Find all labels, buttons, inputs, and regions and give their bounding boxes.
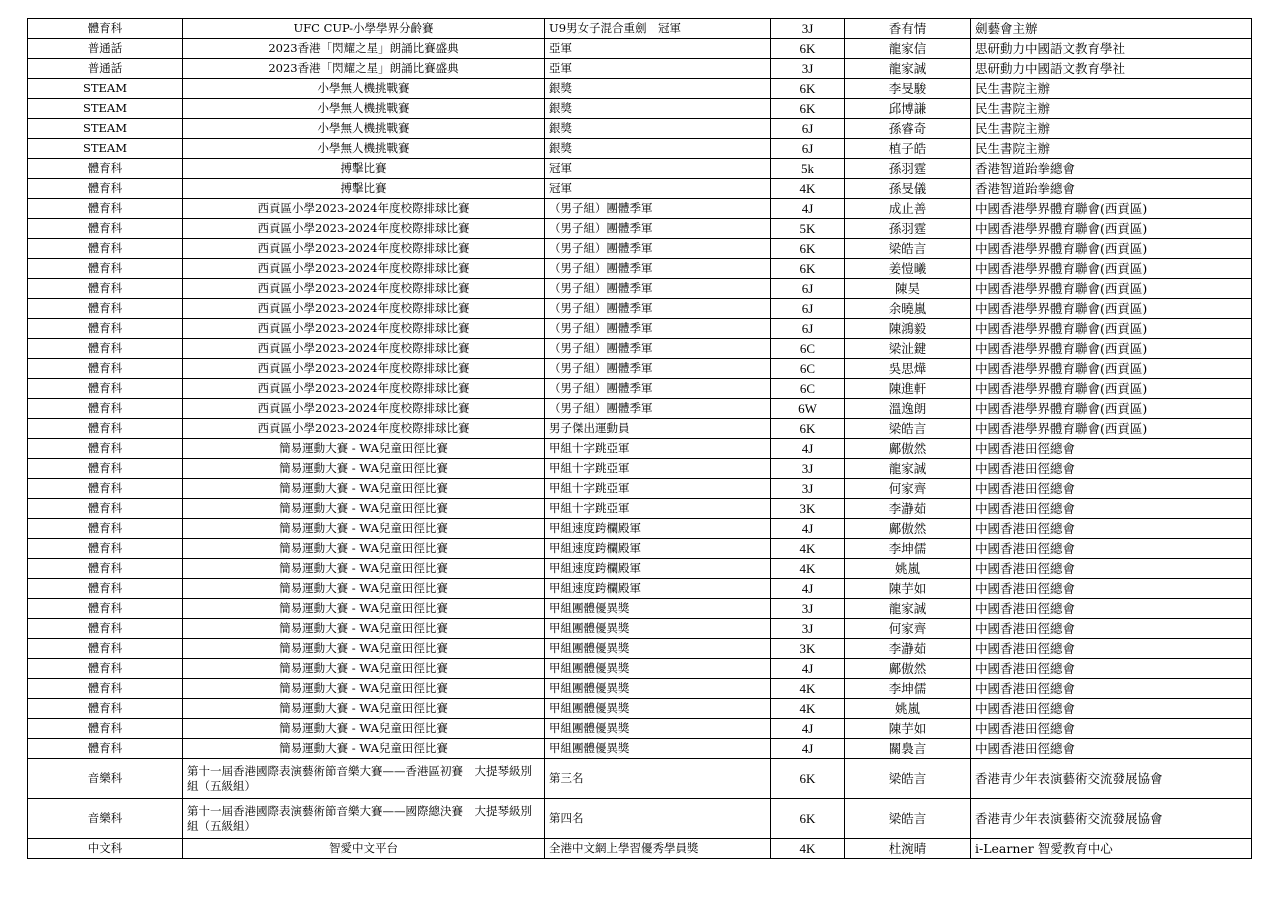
subject-cell: 體育科 <box>28 719 183 739</box>
table-row <box>28 319 1252 339</box>
organizer-cell: 中國香港田徑總會 <box>971 699 1252 719</box>
subject-cell: 體育科 <box>28 319 183 339</box>
competition-cell: 西貢區小學2023-2024年度校際排球比賽 <box>183 339 545 359</box>
class-cell: 4J <box>771 439 845 459</box>
competition-cell: 簡易運動大賽 - WA兒童田徑比賽 <box>183 659 545 679</box>
award-cell: 甲組團體優異獎 <box>545 739 771 759</box>
student-name-cell: 陳芋如 <box>845 719 971 739</box>
table-row <box>28 519 1252 539</box>
student-name-cell: 李瀞茹 <box>845 499 971 519</box>
table-row <box>28 359 1252 379</box>
subject-cell: 體育科 <box>28 739 183 759</box>
competition-cell: 簡易運動大賽 - WA兒童田徑比賽 <box>183 439 545 459</box>
subject-cell: 體育科 <box>28 579 183 599</box>
award-cell: 冠軍 <box>545 179 771 199</box>
organizer-cell: 民生書院主辦 <box>971 99 1252 119</box>
organizer-cell: 思研動力中國語文教育學社 <box>971 59 1252 79</box>
table-row <box>28 759 1252 799</box>
subject-cell: 體育科 <box>28 279 183 299</box>
class-cell: 6K <box>771 419 845 439</box>
competition-cell: 簡易運動大賽 - WA兒童田徑比賽 <box>183 599 545 619</box>
award-cell: （男子組）團體季軍 <box>545 359 771 379</box>
organizer-cell: 中國香港學界體育聯會(西貢區) <box>971 299 1252 319</box>
subject-cell: STEAM <box>28 139 183 159</box>
class-cell: 4K <box>771 679 845 699</box>
student-name-cell: 姜愷曦 <box>845 259 971 279</box>
student-name-cell: 陳鴻毅 <box>845 319 971 339</box>
organizer-cell: 中國香港田徑總會 <box>971 539 1252 559</box>
table-row <box>28 679 1252 699</box>
table-row <box>28 99 1252 119</box>
organizer-cell: 中國香港田徑總會 <box>971 519 1252 539</box>
class-cell: 6K <box>771 99 845 119</box>
organizer-cell: 中國香港田徑總會 <box>971 639 1252 659</box>
competition-cell: 簡易運動大賽 - WA兒童田徑比賽 <box>183 519 545 539</box>
award-cell: 銀獎 <box>545 119 771 139</box>
award-cell: （男子組）團體季軍 <box>545 219 771 239</box>
subject-cell: 體育科 <box>28 539 183 559</box>
award-cell: （男子組）團體季軍 <box>545 199 771 219</box>
competition-cell: 西貢區小學2023-2024年度校際排球比賽 <box>183 199 545 219</box>
competition-cell: 簡易運動大賽 - WA兒童田徑比賽 <box>183 619 545 639</box>
table-row <box>28 399 1252 419</box>
class-cell: 4J <box>771 519 845 539</box>
award-cell: （男子組）團體季軍 <box>545 339 771 359</box>
table-row <box>28 799 1252 839</box>
student-name-cell: 成止善 <box>845 199 971 219</box>
class-cell: 6J <box>771 319 845 339</box>
competition-cell: 小學無人機挑戰賽 <box>183 139 545 159</box>
table-row <box>28 479 1252 499</box>
award-cell: 甲組團體優異獎 <box>545 619 771 639</box>
award-cell: （男子組）團體季軍 <box>545 379 771 399</box>
class-cell: 4J <box>771 199 845 219</box>
competition-cell: 搏擊比賽 <box>183 159 545 179</box>
organizer-cell: 中國香港學界體育聯會(西貢區) <box>971 199 1252 219</box>
table-row <box>28 659 1252 679</box>
student-name-cell: 姚嵐 <box>845 559 971 579</box>
competition-cell: 簡易運動大賽 - WA兒童田徑比賽 <box>183 479 545 499</box>
organizer-cell: 中國香港田徑總會 <box>971 619 1252 639</box>
competition-cell: 小學無人機挑戰賽 <box>183 79 545 99</box>
student-name-cell: 李瀞茹 <box>845 639 971 659</box>
subject-cell: 體育科 <box>28 19 183 39</box>
competition-cell: 西貢區小學2023-2024年度校際排球比賽 <box>183 419 545 439</box>
organizer-cell: 中國香港學界體育聯會(西貢區) <box>971 359 1252 379</box>
class-cell: 3J <box>771 59 845 79</box>
competition-cell: 2023香港「閃耀之星」朗誦比賽盛典 <box>183 59 545 79</box>
award-cell: 甲組十字跳亞軍 <box>545 499 771 519</box>
subject-cell: 體育科 <box>28 239 183 259</box>
award-cell: U9男女子混合重劍 冠軍 <box>545 19 771 39</box>
competition-cell: 簡易運動大賽 - WA兒童田徑比賽 <box>183 739 545 759</box>
organizer-cell: 民生書院主辦 <box>971 139 1252 159</box>
class-cell: 3J <box>771 599 845 619</box>
table-row <box>28 439 1252 459</box>
student-name-cell: 孫旻儀 <box>845 179 971 199</box>
organizer-cell: 中國香港學界體育聯會(西貢區) <box>971 279 1252 299</box>
subject-cell: 普通話 <box>28 59 183 79</box>
organizer-cell: 中國香港學界體育聯會(西貢區) <box>971 219 1252 239</box>
table-row <box>28 419 1252 439</box>
class-cell: 6C <box>771 339 845 359</box>
subject-cell: 體育科 <box>28 599 183 619</box>
organizer-cell: 中國香港學界體育聯會(西貢區) <box>971 259 1252 279</box>
organizer-cell: 中國香港田徑總會 <box>971 479 1252 499</box>
organizer-cell: 中國香港田徑總會 <box>971 459 1252 479</box>
award-cell: （男子組）團體季軍 <box>545 279 771 299</box>
student-name-cell: 姚嵐 <box>845 699 971 719</box>
class-cell: 4J <box>771 719 845 739</box>
award-cell: （男子組）團體季軍 <box>545 259 771 279</box>
student-name-cell: 溫逸朗 <box>845 399 971 419</box>
student-name-cell: 龍家誠 <box>845 599 971 619</box>
award-cell: （男子組）團體季軍 <box>545 319 771 339</box>
student-name-cell: 李坤儒 <box>845 679 971 699</box>
competition-cell: 簡易運動大賽 - WA兒童田徑比賽 <box>183 579 545 599</box>
subject-cell: 體育科 <box>28 619 183 639</box>
class-cell: 6C <box>771 379 845 399</box>
organizer-cell: 民生書院主辦 <box>971 79 1252 99</box>
student-name-cell: 余曉嵐 <box>845 299 971 319</box>
class-cell: 3K <box>771 499 845 519</box>
table-row <box>28 179 1252 199</box>
organizer-cell: 中國香港田徑總會 <box>971 659 1252 679</box>
award-cell: 甲組團體優異獎 <box>545 699 771 719</box>
organizer-cell: 中國香港學界體育聯會(西貢區) <box>971 379 1252 399</box>
class-cell: 4K <box>771 559 845 579</box>
organizer-cell: 思研動力中國語文教育學社 <box>971 39 1252 59</box>
organizer-cell: 中國香港田徑總會 <box>971 579 1252 599</box>
organizer-cell: 中國香港田徑總會 <box>971 499 1252 519</box>
student-name-cell: 梁皓言 <box>845 759 971 799</box>
subject-cell: 體育科 <box>28 479 183 499</box>
table-row <box>28 379 1252 399</box>
table-row <box>28 339 1252 359</box>
competition-cell: 西貢區小學2023-2024年度校際排球比賽 <box>183 319 545 339</box>
organizer-cell: 中國香港田徑總會 <box>971 739 1252 759</box>
student-name-cell: 何家齊 <box>845 619 971 639</box>
competition-cell: 簡易運動大賽 - WA兒童田徑比賽 <box>183 719 545 739</box>
subject-cell: 體育科 <box>28 559 183 579</box>
table-row <box>28 199 1252 219</box>
subject-cell: 體育科 <box>28 339 183 359</box>
class-cell: 6K <box>771 799 845 839</box>
table-row <box>28 839 1252 859</box>
class-cell: 6K <box>771 39 845 59</box>
student-name-cell: 吳思燁 <box>845 359 971 379</box>
table-row <box>28 539 1252 559</box>
subject-cell: 體育科 <box>28 299 183 319</box>
table-row <box>28 19 1252 39</box>
competition-cell: 小學無人機挑戰賽 <box>183 99 545 119</box>
table-row <box>28 39 1252 59</box>
table-row <box>28 239 1252 259</box>
table-row <box>28 459 1252 479</box>
student-name-cell: 李旻駿 <box>845 79 971 99</box>
student-name-cell: 關裊言 <box>845 739 971 759</box>
class-cell: 4K <box>771 539 845 559</box>
subject-cell: 體育科 <box>28 699 183 719</box>
table-row <box>28 299 1252 319</box>
table-row <box>28 499 1252 519</box>
student-name-cell: 梁皓言 <box>845 239 971 259</box>
student-name-cell: 孫睿奇 <box>845 119 971 139</box>
class-cell: 3J <box>771 619 845 639</box>
organizer-cell: 香港智道跆拳總會 <box>971 159 1252 179</box>
class-cell: 4K <box>771 839 845 859</box>
competition-cell: 西貢區小學2023-2024年度校際排球比賽 <box>183 219 545 239</box>
subject-cell: 體育科 <box>28 659 183 679</box>
student-name-cell: 梁沚鍵 <box>845 339 971 359</box>
subject-cell: 體育科 <box>28 399 183 419</box>
class-cell: 6K <box>771 239 845 259</box>
table-row <box>28 739 1252 759</box>
table-row <box>28 599 1252 619</box>
subject-cell: 體育科 <box>28 199 183 219</box>
table-row <box>28 159 1252 179</box>
student-name-cell: 孫羽霆 <box>845 219 971 239</box>
award-cell: 甲組速度跨欄殿軍 <box>545 579 771 599</box>
class-cell: 5K <box>771 219 845 239</box>
table-row <box>28 719 1252 739</box>
student-name-cell: 陳芋如 <box>845 579 971 599</box>
competition-cell: 簡易運動大賽 - WA兒童田徑比賽 <box>183 699 545 719</box>
table-row <box>28 259 1252 279</box>
organizer-cell: 中國香港學界體育聯會(西貢區) <box>971 419 1252 439</box>
class-cell: 6J <box>771 139 845 159</box>
student-name-cell: 鄺傲然 <box>845 519 971 539</box>
competition-cell: 西貢區小學2023-2024年度校際排球比賽 <box>183 299 545 319</box>
student-name-cell: 香有情 <box>845 19 971 39</box>
competition-cell: 第十一屆香港國際表演藝術節音樂大賽——香港區初賽 大提琴級別組（五級組） <box>183 759 545 799</box>
organizer-cell: 中國香港田徑總會 <box>971 559 1252 579</box>
award-cell: 甲組團體優異獎 <box>545 639 771 659</box>
student-name-cell: 龍家誠 <box>845 459 971 479</box>
award-cell: 甲組團體優異獎 <box>545 719 771 739</box>
class-cell: 4J <box>771 579 845 599</box>
student-name-cell: 梁皓言 <box>845 799 971 839</box>
competition-cell: 西貢區小學2023-2024年度校際排球比賽 <box>183 399 545 419</box>
organizer-cell: 香港智道跆拳總會 <box>971 179 1252 199</box>
competition-cell: 簡易運動大賽 - WA兒童田徑比賽 <box>183 459 545 479</box>
competition-cell: 小學無人機挑戰賽 <box>183 119 545 139</box>
organizer-cell: 香港青少年表演藝術交流發展協會 <box>971 759 1252 799</box>
student-name-cell: 植子皓 <box>845 139 971 159</box>
class-cell: 6W <box>771 399 845 419</box>
award-cell: 甲組十字跳亞軍 <box>545 479 771 499</box>
student-name-cell: 鄺傲然 <box>845 439 971 459</box>
student-name-cell: 陳進軒 <box>845 379 971 399</box>
organizer-cell: 中國香港學界體育聯會(西貢區) <box>971 399 1252 419</box>
subject-cell: 體育科 <box>28 519 183 539</box>
subject-cell: 體育科 <box>28 459 183 479</box>
award-cell: 第四名 <box>545 799 771 839</box>
student-name-cell: 陳昊 <box>845 279 971 299</box>
class-cell: 6J <box>771 279 845 299</box>
organizer-cell: 中國香港學界體育聯會(西貢區) <box>971 239 1252 259</box>
student-name-cell: 孫羽霆 <box>845 159 971 179</box>
subject-cell: 體育科 <box>28 439 183 459</box>
subject-cell: 體育科 <box>28 359 183 379</box>
organizer-cell: 中國香港田徑總會 <box>971 719 1252 739</box>
student-name-cell: 何家齊 <box>845 479 971 499</box>
table-row <box>28 59 1252 79</box>
class-cell: 6K <box>771 759 845 799</box>
award-cell: 甲組十字跳亞軍 <box>545 459 771 479</box>
award-cell: 甲組速度跨欄殿軍 <box>545 559 771 579</box>
class-cell: 4K <box>771 179 845 199</box>
competition-cell: 簡易運動大賽 - WA兒童田徑比賽 <box>183 639 545 659</box>
award-cell: 全港中文網上學習優秀學員獎 <box>545 839 771 859</box>
award-cell: 銀獎 <box>545 99 771 119</box>
organizer-cell: i-Learner 智愛教育中心 <box>971 839 1252 859</box>
competition-cell: 簡易運動大賽 - WA兒童田徑比賽 <box>183 499 545 519</box>
competition-cell: 西貢區小學2023-2024年度校際排球比賽 <box>183 259 545 279</box>
competition-cell: 第十一屆香港國際表演藝術節音樂大賽——國際總決賽 大提琴級別組（五級組） <box>183 799 545 839</box>
table-row <box>28 79 1252 99</box>
student-name-cell: 梁皓言 <box>845 419 971 439</box>
table-row <box>28 699 1252 719</box>
award-cell: 甲組十字跳亞軍 <box>545 439 771 459</box>
subject-cell: 體育科 <box>28 259 183 279</box>
award-cell: 冠軍 <box>545 159 771 179</box>
table-row <box>28 119 1252 139</box>
award-cell: 亞軍 <box>545 39 771 59</box>
organizer-cell: 中國香港田徑總會 <box>971 679 1252 699</box>
competition-cell: 簡易運動大賽 - WA兒童田徑比賽 <box>183 679 545 699</box>
table-row <box>28 619 1252 639</box>
awards-table <box>27 18 1252 859</box>
student-name-cell: 鄺傲然 <box>845 659 971 679</box>
class-cell: 6K <box>771 79 845 99</box>
organizer-cell: 香港青少年表演藝術交流發展協會 <box>971 799 1252 839</box>
class-cell: 3J <box>771 459 845 479</box>
subject-cell: 體育科 <box>28 499 183 519</box>
subject-cell: 中文科 <box>28 839 183 859</box>
award-cell: 亞軍 <box>545 59 771 79</box>
subject-cell: 體育科 <box>28 419 183 439</box>
subject-cell: 體育科 <box>28 379 183 399</box>
subject-cell: 體育科 <box>28 639 183 659</box>
competition-cell: 智愛中文平台 <box>183 839 545 859</box>
subject-cell: 普通話 <box>28 39 183 59</box>
class-cell: 6C <box>771 359 845 379</box>
class-cell: 6J <box>771 299 845 319</box>
student-name-cell: 邱博謙 <box>845 99 971 119</box>
competition-cell: 西貢區小學2023-2024年度校際排球比賽 <box>183 279 545 299</box>
competition-cell: 簡易運動大賽 - WA兒童田徑比賽 <box>183 559 545 579</box>
competition-cell: UFC CUP-小學學界分齡賽 <box>183 19 545 39</box>
class-cell: 3J <box>771 479 845 499</box>
subject-cell: 音樂科 <box>28 799 183 839</box>
class-cell: 3K <box>771 639 845 659</box>
class-cell: 4K <box>771 699 845 719</box>
student-name-cell: 龍家誠 <box>845 59 971 79</box>
student-name-cell: 杜涴晴 <box>845 839 971 859</box>
subject-cell: 體育科 <box>28 679 183 699</box>
organizer-cell: 中國香港學界體育聯會(西貢區) <box>971 339 1252 359</box>
subject-cell: 音樂科 <box>28 759 183 799</box>
subject-cell: 體育科 <box>28 179 183 199</box>
award-cell: 甲組速度跨欄殿軍 <box>545 519 771 539</box>
table-row <box>28 279 1252 299</box>
award-cell: （男子組）團體季軍 <box>545 399 771 419</box>
subject-cell: STEAM <box>28 99 183 119</box>
award-cell: （男子組）團體季軍 <box>545 239 771 259</box>
student-name-cell: 龍家信 <box>845 39 971 59</box>
awards-table-body <box>28 19 1252 859</box>
organizer-cell: 中國香港學界體育聯會(西貢區) <box>971 319 1252 339</box>
student-name-cell: 李坤儒 <box>845 539 971 559</box>
subject-cell: STEAM <box>28 79 183 99</box>
competition-cell: 西貢區小學2023-2024年度校際排球比賽 <box>183 379 545 399</box>
award-cell: 甲組團體優異獎 <box>545 679 771 699</box>
competition-cell: 搏擊比賽 <box>183 179 545 199</box>
table-row <box>28 559 1252 579</box>
organizer-cell: 中國香港田徑總會 <box>971 599 1252 619</box>
award-cell: 甲組團體優異獎 <box>545 659 771 679</box>
class-cell: 6J <box>771 119 845 139</box>
award-cell: 銀獎 <box>545 139 771 159</box>
organizer-cell: 中國香港田徑總會 <box>971 439 1252 459</box>
subject-cell: 體育科 <box>28 219 183 239</box>
competition-cell: 西貢區小學2023-2024年度校際排球比賽 <box>183 239 545 259</box>
table-row <box>28 219 1252 239</box>
award-cell: （男子組）團體季軍 <box>545 299 771 319</box>
competition-cell: 簡易運動大賽 - WA兒童田徑比賽 <box>183 539 545 559</box>
competition-cell: 2023香港「閃耀之星」朗誦比賽盛典 <box>183 39 545 59</box>
award-cell: 第三名 <box>545 759 771 799</box>
class-cell: 4J <box>771 739 845 759</box>
table-row <box>28 579 1252 599</box>
competition-cell: 西貢區小學2023-2024年度校際排球比賽 <box>183 359 545 379</box>
class-cell: 5k <box>771 159 845 179</box>
class-cell: 4J <box>771 659 845 679</box>
subject-cell: 體育科 <box>28 159 183 179</box>
table-row <box>28 639 1252 659</box>
class-cell: 3J <box>771 19 845 39</box>
award-cell: 甲組團體優異獎 <box>545 599 771 619</box>
award-cell: 男子傑出運動員 <box>545 419 771 439</box>
organizer-cell: 民生書院主辦 <box>971 119 1252 139</box>
award-cell: 銀獎 <box>545 79 771 99</box>
table-row <box>28 139 1252 159</box>
organizer-cell: 劍藝會主辦 <box>971 19 1252 39</box>
subject-cell: STEAM <box>28 119 183 139</box>
award-cell: 甲組速度跨欄殿軍 <box>545 539 771 559</box>
class-cell: 6K <box>771 259 845 279</box>
